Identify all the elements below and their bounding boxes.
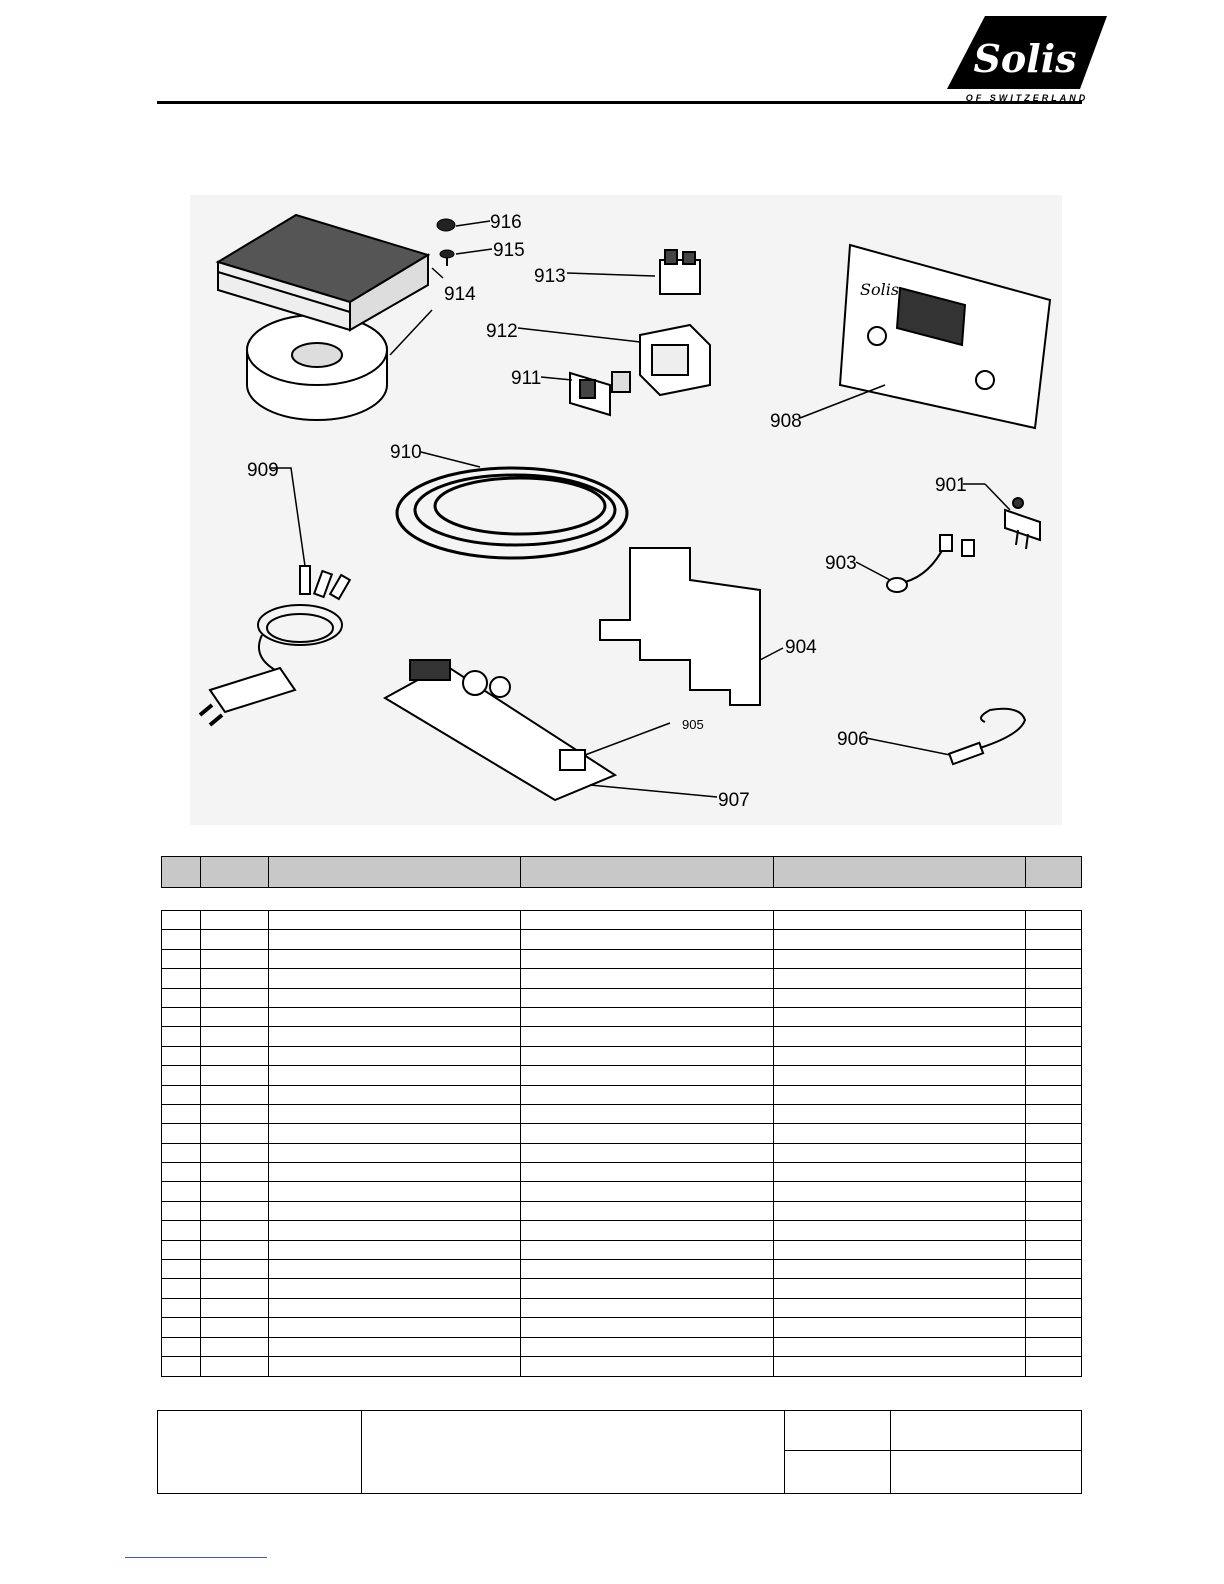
- table-cell: [774, 950, 1026, 968]
- table-cell: [1026, 1260, 1081, 1278]
- table-cell: [521, 1066, 774, 1084]
- callout-901: 901: [935, 475, 967, 496]
- table-cell: [1026, 1008, 1081, 1026]
- table-cell: [521, 1086, 774, 1104]
- table-cell: [269, 969, 521, 987]
- table-cell: [1026, 1163, 1081, 1181]
- header-cell: [201, 857, 269, 887]
- table-cell: [269, 1338, 521, 1356]
- table-cell: [162, 1144, 201, 1162]
- table-row: [162, 1124, 1081, 1143]
- table-cell: [269, 1086, 521, 1104]
- table-cell: [269, 911, 521, 929]
- table-cell: [521, 1260, 774, 1278]
- table-cell: [774, 1182, 1026, 1200]
- table-cell: [774, 989, 1026, 1007]
- table-cell: [521, 989, 774, 1007]
- table-cell: [774, 1008, 1026, 1026]
- table-row: [162, 911, 1081, 930]
- callout-906: 906: [837, 729, 869, 750]
- table-cell: [774, 969, 1026, 987]
- parts-table-header: [161, 856, 1082, 888]
- table-cell: [201, 1241, 269, 1259]
- table-cell: [521, 1221, 774, 1239]
- table-cell: [269, 1124, 521, 1142]
- table-row: [162, 1357, 1081, 1376]
- table-row: [162, 1338, 1081, 1357]
- table-cell: [521, 1008, 774, 1026]
- logo-tagline: OF SWITZERLAND: [965, 93, 1089, 103]
- callout-913: 913: [534, 266, 566, 287]
- svg-text:Solis: Solis: [860, 280, 900, 299]
- table-cell: [201, 1124, 269, 1142]
- table-cell: [269, 1357, 521, 1376]
- table-cell: [774, 1105, 1026, 1123]
- table-row: [162, 1027, 1081, 1046]
- table-cell: [269, 1008, 521, 1026]
- table-row: [162, 1182, 1081, 1201]
- callout-905: 905: [682, 717, 704, 732]
- table-cell: [774, 1047, 1026, 1065]
- table-cell: [774, 930, 1026, 948]
- table-cell: [162, 1163, 201, 1181]
- table-cell: [162, 1047, 201, 1065]
- table-cell: [774, 1144, 1026, 1162]
- table-cell: [521, 1279, 774, 1297]
- table-cell: [269, 989, 521, 1007]
- title-block-cell: [891, 1411, 1081, 1451]
- table-cell: [521, 1047, 774, 1065]
- table-cell: [269, 1221, 521, 1239]
- callout-909: 909: [247, 460, 279, 481]
- table-cell: [521, 1163, 774, 1181]
- table-cell: [1026, 1221, 1081, 1239]
- table-cell: [162, 1182, 201, 1200]
- table-cell: [269, 1279, 521, 1297]
- callout-903: 903: [825, 553, 857, 574]
- title-block-cell: [785, 1411, 891, 1451]
- table-cell: [1026, 1299, 1081, 1317]
- table-row: [162, 1144, 1081, 1163]
- table-row: [162, 1279, 1081, 1298]
- table-cell: [521, 1182, 774, 1200]
- callout-911: 911: [511, 368, 542, 389]
- table-cell: [162, 1279, 201, 1297]
- table-cell: [1026, 1144, 1081, 1162]
- table-cell: [774, 1221, 1026, 1239]
- table-row: [162, 989, 1081, 1008]
- table-cell: [269, 1299, 521, 1317]
- table-cell: [162, 1357, 201, 1376]
- table-cell: [201, 1182, 269, 1200]
- table-cell: [162, 989, 201, 1007]
- table-cell: [201, 1299, 269, 1317]
- table-cell: [1026, 1338, 1081, 1356]
- table-row: [162, 1047, 1081, 1066]
- header-cell: [521, 857, 774, 887]
- table-cell: [201, 1144, 269, 1162]
- callout-914: 914: [444, 284, 476, 305]
- title-block-cell: [362, 1411, 785, 1493]
- table-cell: [1026, 1318, 1081, 1336]
- table-row: [162, 1008, 1081, 1027]
- table-cell: [269, 1066, 521, 1084]
- table-row: [162, 1163, 1081, 1182]
- table-row: [162, 930, 1081, 949]
- table-cell: [1026, 1182, 1081, 1200]
- table-cell: [1026, 969, 1081, 987]
- table-cell: [201, 950, 269, 968]
- table-cell: [774, 1279, 1026, 1297]
- table-cell: [1026, 1241, 1081, 1259]
- table-cell: [269, 930, 521, 948]
- table-cell: [1026, 1086, 1081, 1104]
- table-cell: [1026, 989, 1081, 1007]
- parts-table: [161, 910, 1082, 1377]
- callout-915: 915: [493, 240, 525, 261]
- table-row: [162, 1221, 1081, 1240]
- table-cell: [1026, 1066, 1081, 1084]
- table-cell: [162, 950, 201, 968]
- table-cell: [269, 1260, 521, 1278]
- table-row: [162, 950, 1081, 969]
- table-cell: [269, 1163, 521, 1181]
- table-cell: [774, 1260, 1026, 1278]
- table-cell: [521, 1318, 774, 1336]
- table-cell: [269, 1241, 521, 1259]
- table-cell: [201, 930, 269, 948]
- table-cell: [162, 1260, 201, 1278]
- table-cell: [774, 1163, 1026, 1181]
- table-cell: [201, 1008, 269, 1026]
- title-block-cell: [785, 1451, 891, 1493]
- table-cell: [774, 1202, 1026, 1220]
- table-cell: [201, 969, 269, 987]
- callout-916: 916: [490, 212, 522, 233]
- table-cell: [269, 1144, 521, 1162]
- table-cell: [201, 1338, 269, 1356]
- table-cell: [774, 1299, 1026, 1317]
- table-cell: [521, 930, 774, 948]
- table-cell: [1026, 1357, 1081, 1376]
- table-cell: [521, 1357, 774, 1376]
- table-cell: [1026, 911, 1081, 929]
- callout-908: 908: [770, 411, 802, 432]
- table-cell: [162, 1202, 201, 1220]
- table-row: [162, 1066, 1081, 1085]
- table-cell: [269, 1318, 521, 1336]
- table-cell: [774, 1027, 1026, 1045]
- table-cell: [774, 1241, 1026, 1259]
- table-cell: [269, 950, 521, 968]
- table-row: [162, 1260, 1081, 1279]
- title-block-cell: [158, 1411, 362, 1493]
- table-cell: [201, 1221, 269, 1239]
- table-cell: [162, 1299, 201, 1317]
- table-cell: [201, 1105, 269, 1123]
- table-cell: [201, 911, 269, 929]
- table-row: [162, 1241, 1081, 1260]
- table-cell: [774, 911, 1026, 929]
- table-cell: [521, 1202, 774, 1220]
- table-cell: [201, 1279, 269, 1297]
- logo-wordmark: Solis: [973, 36, 1077, 81]
- table-cell: [1026, 1047, 1081, 1065]
- table-cell: [201, 1086, 269, 1104]
- table-cell: [269, 1027, 521, 1045]
- table-cell: [1026, 1105, 1081, 1123]
- header-cell: [162, 857, 201, 887]
- table-cell: [269, 1047, 521, 1065]
- table-cell: [774, 1338, 1026, 1356]
- table-cell: [774, 1124, 1026, 1142]
- table-cell: [774, 1086, 1026, 1104]
- table-cell: [201, 989, 269, 1007]
- table-cell: [201, 1027, 269, 1045]
- table-cell: [521, 1124, 774, 1142]
- table-cell: [162, 1008, 201, 1026]
- table-cell: [774, 1357, 1026, 1376]
- callout-907: 907: [718, 790, 750, 811]
- title-block-cell: [891, 1451, 1081, 1493]
- table-cell: [162, 1027, 201, 1045]
- table-cell: [201, 1357, 269, 1376]
- table-cell: [521, 1241, 774, 1259]
- table-cell: [1026, 1279, 1081, 1297]
- header-cell: [269, 857, 521, 887]
- link-underline[interactable]: [125, 1557, 267, 1558]
- table-cell: [201, 1202, 269, 1220]
- table-cell: [774, 1066, 1026, 1084]
- table-cell: [521, 911, 774, 929]
- table-row: [162, 1105, 1081, 1124]
- table-cell: [162, 911, 201, 929]
- title-block: [157, 1410, 1082, 1494]
- table-cell: [1026, 1202, 1081, 1220]
- table-cell: [162, 969, 201, 987]
- table-cell: [521, 1338, 774, 1356]
- table-cell: [521, 969, 774, 987]
- table-row: [162, 969, 1081, 988]
- table-cell: [162, 1105, 201, 1123]
- table-cell: [521, 1027, 774, 1045]
- table-cell: [162, 1086, 201, 1104]
- table-cell: [269, 1182, 521, 1200]
- table-cell: [521, 1105, 774, 1123]
- table-cell: [162, 1221, 201, 1239]
- table-cell: [774, 1318, 1026, 1336]
- table-row: [162, 1299, 1081, 1318]
- table-cell: [162, 1338, 201, 1356]
- table-cell: [269, 1202, 521, 1220]
- callout-904: 904: [785, 637, 817, 658]
- header-cell: [1026, 857, 1081, 887]
- table-cell: [1026, 1027, 1081, 1045]
- table-cell: [201, 1260, 269, 1278]
- table-cell: [162, 1318, 201, 1336]
- table-cell: [162, 1066, 201, 1084]
- table-row: [162, 1318, 1081, 1337]
- table-cell: [521, 950, 774, 968]
- table-cell: [162, 1124, 201, 1142]
- header-cell: [774, 857, 1026, 887]
- callout-910: 910: [390, 442, 422, 463]
- table-cell: [1026, 1124, 1081, 1142]
- table-cell: [201, 1318, 269, 1336]
- callout-912: 912: [486, 321, 518, 342]
- table-row: [162, 1202, 1081, 1221]
- table-cell: [201, 1047, 269, 1065]
- table-cell: [201, 1066, 269, 1084]
- bracket-part: [640, 325, 710, 395]
- table-cell: [269, 1105, 521, 1123]
- table-cell: [521, 1299, 774, 1317]
- table-row: [162, 1086, 1081, 1105]
- table-cell: [1026, 950, 1081, 968]
- table-cell: [162, 1241, 201, 1259]
- table-cell: [521, 1144, 774, 1162]
- table-cell: [162, 930, 201, 948]
- table-cell: [1026, 930, 1081, 948]
- table-cell: [201, 1163, 269, 1181]
